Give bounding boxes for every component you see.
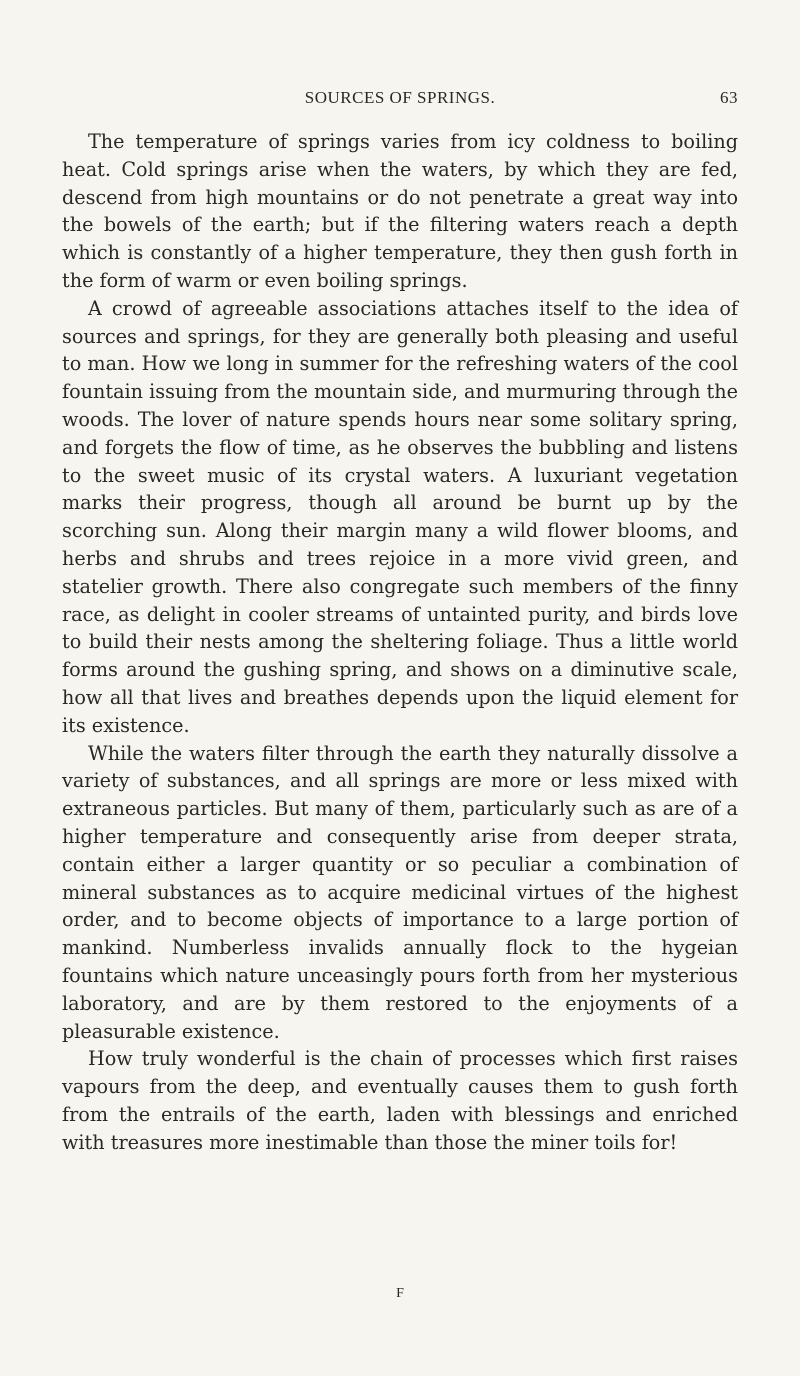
paragraph-processes: How truly wonderful is the chain of processes which first raises vapours from the deep, and eventually causes them to gush forth from the entrails of the earth, laden with blessings and enriched with treasures more inestimable than those the miner toils for! (62, 1047, 738, 1154)
running-head (62, 88, 738, 114)
paragraph-mineral-waters: While the waters filter through the earth they naturally dissolve a variety of substances, and all springs are more or less mixed with extraneous particles. But many of them, particularly such as are of a higher temperature and consequently arise from deeper strata, contain either a larger quantity or so peculiar a combination of mineral substances as to acquire medicinal virtues of the highest order, and to become objects of importance to a large portion of mankind. Numberless invalids annually flock to the hygeian fountains which nature unceasingly pours forth from her mysterious laboratory, and are by them restored to the enjoyments of a pleasurable existence. (62, 741, 738, 1043)
paragraph-associations: A crowd of agreeable associations attaches itself to the idea of sources and springs, for they are generally both pleasing and useful to man. How we long in summer for the refreshing waters of the cool fountain issuing from the mountain side, and murmuring through the woods. The lover of nature spends hours near some solitary spring, and forgets the flow of time, as he observes the bubbling and listens to the sweet music of its crystal waters. A luxuriant vegetation marks their progress, though all around be burnt up by the scorching sun. Along their margin many a wild flower blooms, and herbs and shrubs and trees rejoice in a more vivid green, and statelier growth. There also congregate such members of the finny race, as delight in cooler streams of untainted purity, and birds love to build their nests among the sheltering foliage. Thus a little world forms around the gushing spring, and shows on a diminutive scale, how all that lives and breathes depends upon the liquid element for its existence. (62, 296, 738, 737)
signature-mark: F (396, 1286, 404, 1301)
body-text (62, 128, 738, 1156)
running-title: SOURCES OF SPRINGS. (304, 88, 496, 107)
paragraph-temperature: The temperature of springs varies from icy coldness to boiling heat. Cold springs arise when the waters, by which they are fed, descend from high mountains or do not penetrate a great way into the bowels of the earth; but if the filtering waters reach a depth which is constantly of a higher temperature, they then gush forth in the form of warm or even boiling springs. (62, 130, 738, 292)
page-number: 63 (720, 88, 738, 107)
